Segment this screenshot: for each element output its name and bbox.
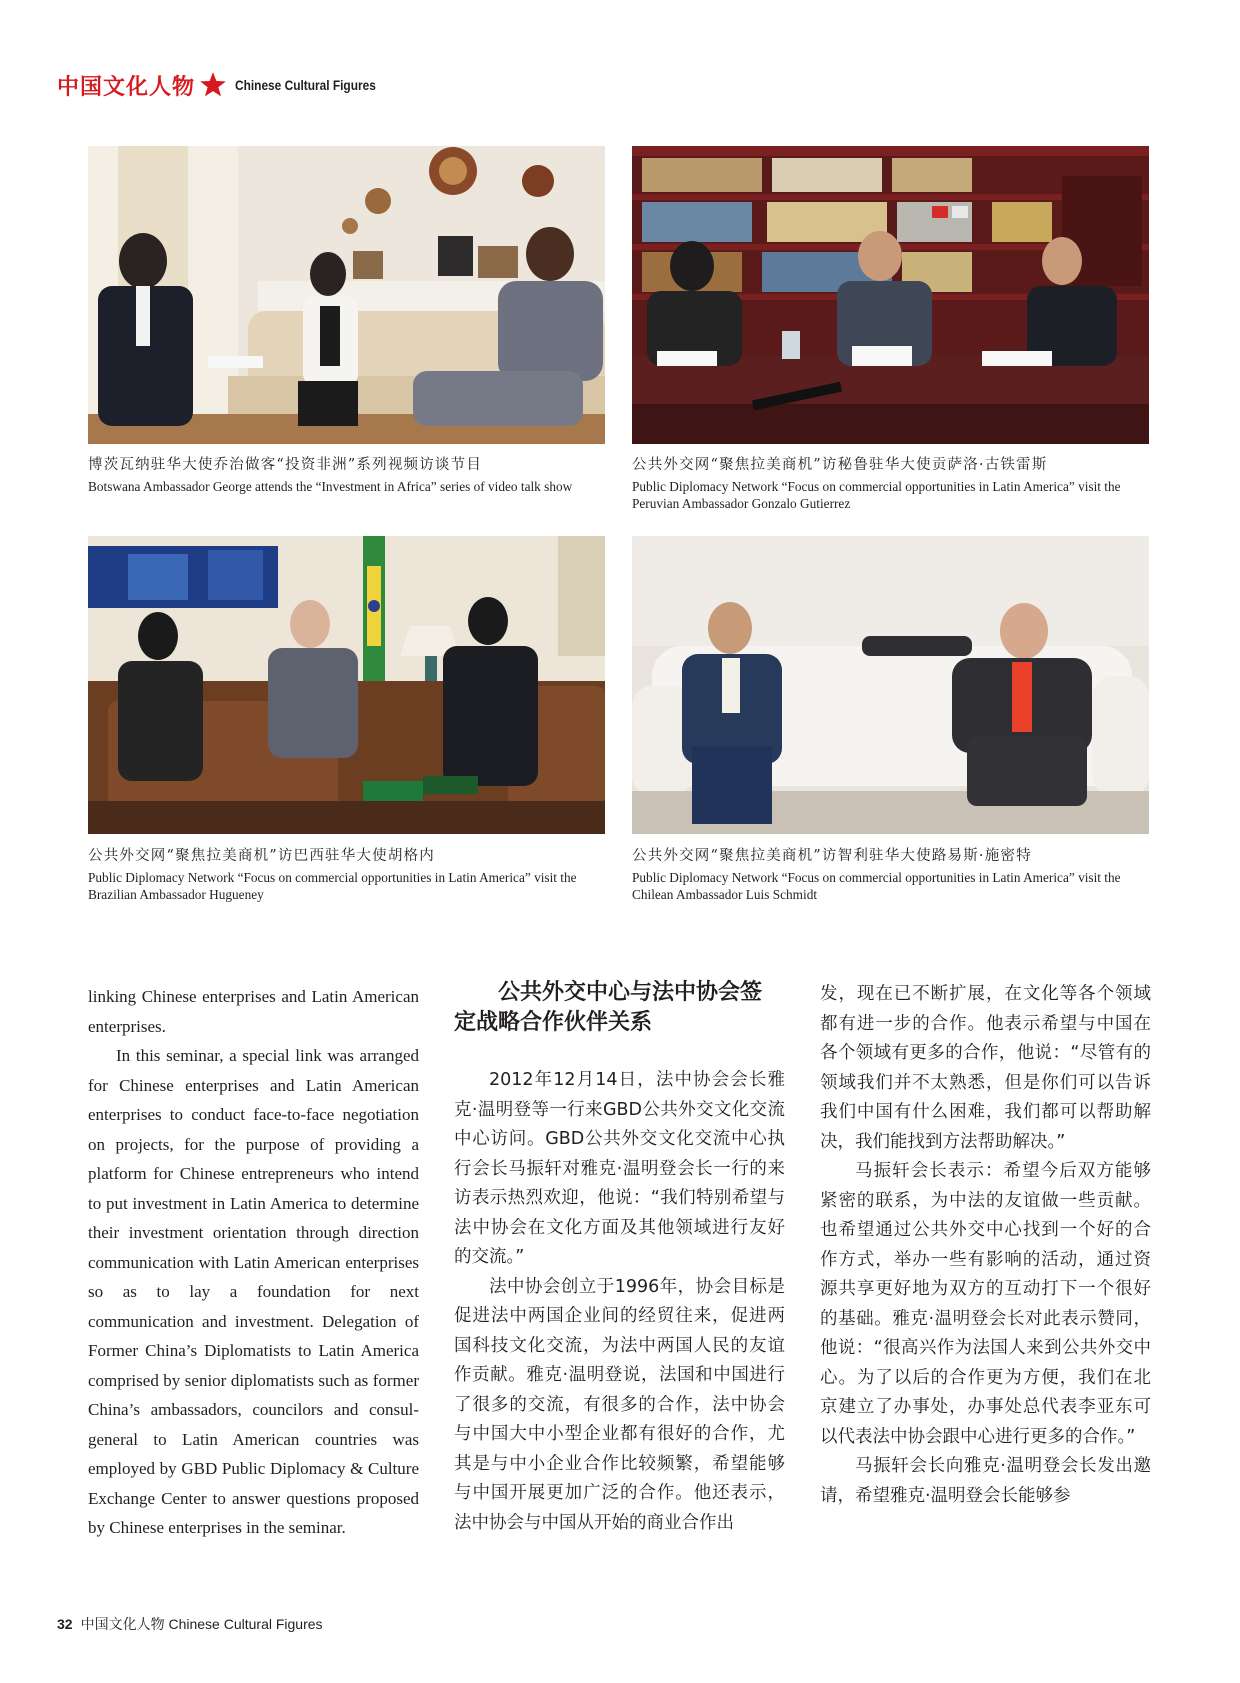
photo-caption bbox=[632, 846, 1152, 903]
page-footer bbox=[57, 1614, 323, 1634]
caption-en: Public Diplomacy Network “Focus on commercial opportunities in Latin America” visit the Peruvian Ambassador Gonzalo Gutierrez bbox=[632, 479, 1121, 511]
caption-en: Public Diplomacy Network “Focus on commercial opportunities in Latin America” visit the Brazilian Ambassador Hugueney bbox=[88, 870, 577, 902]
photo-chile-interview bbox=[632, 536, 1149, 834]
magazine-logo-en: Chinese Cultural Figures bbox=[235, 77, 376, 93]
english-paragraph: linking Chinese enterprises and Latin American enterprises. bbox=[88, 987, 419, 1036]
caption-en: Public Diplomacy Network “Focus on commercial opportunities in Latin America” visit the Chilean Ambassador Luis Schmidt bbox=[632, 870, 1121, 902]
article-title-line: 公共外交中心与法中协会签 bbox=[498, 980, 763, 1005]
caption-cn: 公共外交网“聚焦拉美商机”访巴西驻华大使胡格内 bbox=[88, 848, 435, 864]
english-article-column bbox=[88, 982, 419, 1543]
chinese-article-column bbox=[454, 978, 785, 1538]
chinese-paragraph: 马振轩会长向雅克·温明登会长发出邀请，希望雅克·温明登会长能够参 bbox=[820, 1456, 1151, 1506]
chinese-paragraph: 法中协会创立于1996年，协会目标是促进法中两国企业间的经贸往来，促进两国科技文化交流，为法中两国人民的友谊作贡献。雅克·温明登说，法国和中国进行了很多的交流，有很多的合作，法中协会与中国大中小型企业都有很好的合作，尤其是与中小企业合作比较频繁，希望能够与中国开展更加广泛的合作。他还表示，法中协会与中国从开始的商业合作出 bbox=[454, 1276, 785, 1533]
photo-botswana-interview bbox=[88, 146, 605, 444]
chinese-paragraph: 发，现在已不断扩展，在文化等各个领域都有进一步的合作。他表示希望与中国在各个领域有更多的合作，他说：“尽管有的领域我们并不太熟悉，但是你们可以告诉我们中国有什么困难，我们都可以帮助解决，我们能找到方法帮助解决。” bbox=[820, 984, 1151, 1152]
chinese-article-column bbox=[820, 980, 1151, 1511]
article-title-line: 定战略合作伙伴关系 bbox=[454, 1010, 653, 1035]
chinese-paragraph: 2012年12月14日，法中协会会长雅克·温明登等一行来GBD公共外交文化交流中心访问。GBD公共外交文化交流中心执行会长马振轩对雅克·温明登会长一行的来访表示热烈欢迎，他说：“我们特别希望与法中协会在文化方面及其他领域进行友好的交流。” bbox=[454, 1070, 785, 1267]
photo-caption bbox=[88, 846, 608, 903]
photo-brazil-interview bbox=[88, 536, 605, 834]
caption-cn: 公共外交网“聚焦拉美商机”访秘鲁驻华大使贡萨洛·古铁雷斯 bbox=[632, 457, 1048, 473]
article-title bbox=[454, 978, 785, 1038]
photo-caption bbox=[632, 455, 1152, 512]
english-paragraph: In this seminar, a special link was arranged for Chinese enterprises and Latin American enterprises to conduct face-to-face negotiation on projects, for the purpose of providing a platform for Chinese entrepreneurs who intend to put investment in Latin America to determine their investment orientation through direction communication with Latin American enterprises so as to lay a foundation for next communication and investment. Delegation of Former China’s Diplomatists to Latin America comprised by senior diplomatists such as former China’s ambassadors, councilors and consul-general to Latin American countries was employed by GBD Public Diplomacy & Culture Exchange Center to answer questions proposed by Chinese enterprises in the seminar. bbox=[88, 1046, 419, 1537]
photo-caption bbox=[88, 455, 608, 495]
page-number: 32 bbox=[57, 1616, 73, 1632]
caption-en: Botswana Ambassador George attends the “Investment in Africa” series of video talk show bbox=[88, 479, 573, 494]
magazine-logo-cn: 中国文化人物 bbox=[57, 73, 196, 100]
footer-text: 中国文化人物 Chinese Cultural Figures bbox=[80, 1616, 323, 1632]
photo-peru-interview bbox=[632, 146, 1149, 444]
caption-cn: 公共外交网“聚焦拉美商机”访智利驻华大使路易斯·施密特 bbox=[632, 848, 1032, 864]
star-icon bbox=[199, 71, 227, 99]
caption-cn: 博茨瓦纳驻华大使乔治做客“投资非洲”系列视频访谈节目 bbox=[88, 457, 483, 473]
chinese-paragraph: 马振轩会长表示：希望今后双方能够紧密的联系，为中法的友谊做一些贡献。也希望通过公共外交中心找到一个好的合作方式，举办一些有影响的活动，通过资源共享更好地为双方的互动打下一个很好的基础。雅克·温明登会长对此表示赞同，他说：“很高兴作为法国人来到公共外交中心。为了以后的合作更为方便，我们在北京建立了办事处，办事处总代表李亚东可以代表法中协会跟中心进行更多的合作。” bbox=[820, 1161, 1151, 1447]
masthead bbox=[57, 70, 401, 100]
